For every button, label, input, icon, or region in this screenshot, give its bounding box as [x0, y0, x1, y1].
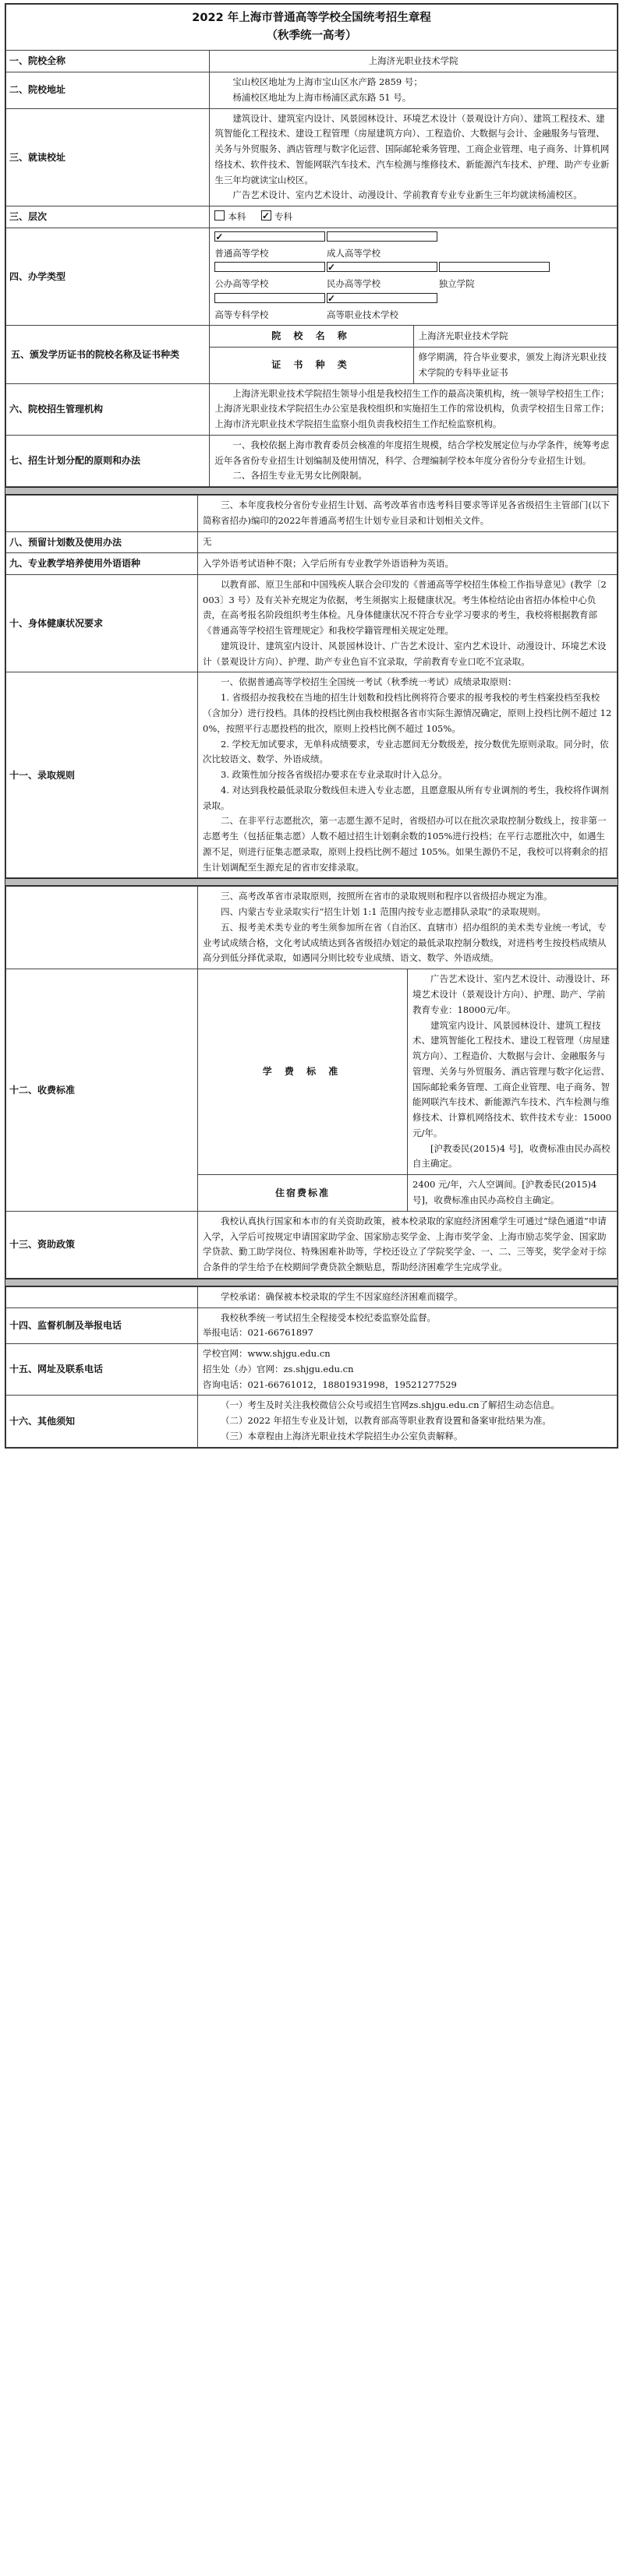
- rules-paragraph-3: 2. 学校无加试要求，无单科成绩要求，专业志愿间无分数级差，按分数优先原则录取。同分时，依次比较语文、数学、外语成绩。: [203, 738, 609, 765]
- tuition-paragraph-1: 广告艺术设计、室内艺术设计、动漫设计、环境艺术设计（景观设计方向）、护理、助产、学前教育专业：18000元/年。: [412, 973, 610, 1015]
- label-school-address: 二、院校地址: [6, 72, 210, 109]
- charter-table-4: [5, 1286, 618, 1448]
- row-financial-aid: [6, 1211, 618, 1278]
- value-plan-allocation: [210, 435, 618, 486]
- label-admission-office: 六、院校招生管理机构: [6, 383, 210, 435]
- charter-block-1: [5, 3, 618, 488]
- page-break-bar: [5, 1279, 618, 1286]
- option-undergraduate: [214, 210, 246, 225]
- option-vocational: [327, 292, 436, 323]
- option-private: [327, 261, 436, 292]
- value-school-name: 上海济光职业技术学院: [210, 51, 618, 72]
- row-school-address: [6, 72, 618, 109]
- option-label: 专科: [274, 210, 292, 222]
- option-junior-college: [261, 210, 292, 225]
- checkbox-icon: [327, 293, 437, 303]
- rules-paragraph-4: 3. 政策性加分按各省级招办要求在专业录取时计入总分。: [221, 769, 448, 781]
- option-independent: [439, 261, 548, 292]
- plan-paragraph-2: 二、各招生专业无男女比例限制。: [232, 470, 367, 482]
- row-plan-allocation: [6, 435, 618, 486]
- label-supervision: 十四、监督机制及举报电话: [6, 1307, 198, 1344]
- admission-website: 招生处（办）官网：zs.shjgu.edu.cn: [203, 1363, 354, 1374]
- label-school-type: 四、办学类型: [6, 228, 210, 326]
- checkbox-icon: [214, 210, 225, 221]
- row-school-name: [6, 51, 618, 72]
- rules-paragraph-9: 五、报考美术类专业的考生须参加所在省（自治区、直辖市）招办组织的美术类专业统一考试，专业考试成绩合格，文化考试成绩达到各省级招办划定的最低录取控制分数线，对进档考生按投档成绩从高分到低分择优录取，如遇同分则比较专业成绩、语文、数学、外语成绩。: [203, 921, 607, 964]
- row-contact: [6, 1344, 618, 1396]
- row-school-type: [6, 228, 618, 326]
- health-paragraph-2: 建筑设计、建筑室内设计、风景园林设计、广告艺术设计、室内艺术设计、动漫设计、环境艺术设计（景观设计方向）、护理、助产专业色盲不宜录取，学前教育专业口吃不宜录取。: [203, 640, 607, 667]
- value-admission-rules-cont: [198, 887, 618, 969]
- value-school-type: [210, 228, 618, 326]
- tuition-paragraph-2: 建筑室内设计、风景园林设计、建筑工程技术、建筑智能化工程技术、建设工程管理（房屋建筑方向）、工程造价、大数据与会计、金融服务与管理、关务与外贸服务、酒店管理与数字化运营、国际邮轮乘务管理、工商企业管理、电子商务、智能网联汽车技术、新能源汽车技术、汽车检测与维修技术、计算机网络技术、软件技术专业：15000元/年。: [412, 1019, 612, 1138]
- label-issuing-school: 院 校 名 称: [210, 326, 413, 348]
- rules-paragraph-6: 二、在非平行志愿批次，第一志愿生源不足时，省级招办可以在批次录取控制分数线上，按非第一志愿考生（包括征集志愿）人数不超过招生计划剩余数的105%进行投档；在平行志愿批次中，如遇生源不足，则进行征集志愿录取，原则上投档比例不超过 105%。如果生源仍不足，我校可以将剩余的招生计划调配至生源充足的省市安排录取。: [203, 815, 608, 873]
- health-paragraph-1: 以教育部、原卫生部和中国残疾人联合会印发的《普通高等学校招生体检工作指导意见》(教学〔2003〕3 号）及有关补充规定为依据，考生须据实上报健康状况。考生体检结论由省招办体检中心负责，在高考报名阶段组织考生体检。凡身体健康状况不符合专业学习要求的考生，我校将根据教育部《普通高等学校招生管理规定》和我校学籍管理相关规定处理。: [203, 578, 607, 637]
- page-break-bar: [5, 488, 618, 494]
- checkbox-icon: [439, 262, 550, 272]
- option-regular-higher: [214, 231, 324, 262]
- tuition-paragraph-3: [沪教委民(2015)4 号]，收费标准由民办高校自主确定。: [412, 1142, 611, 1170]
- charter-block-3: [5, 885, 618, 1279]
- campus-paragraph-1: 建筑设计、建筑室内设计、风景园林设计、环境艺术设计（景观设计方向）、建筑工程技术、建筑智能化工程技术、建设工程管理（房屋建筑方向）、工程造价、大数据与会计、金融服务与管理、关务与外贸服务、酒店管理与数字化运营、国际邮轮乘务管理、工商企业管理、电子商务、计算机网络技术、软件技术、智能网联汽车技术、汽车检测与维修技术、新能源汽车技术、护理、助产专业新生三年均就读宝山校区。: [214, 112, 610, 185]
- row-fees-tuition: [6, 969, 618, 1175]
- admission-office-paragraph: 上海济光职业技术学院招生领导小组是我校招生工作的最高决策机构，统一领导学校招生工作；上海济光职业技术学院招生办公室是我校组织和实施招生工作的常设机构，负责学校招生日常工作；上海市济光职业技术学院招生监察小组负责我校招生工作纪检监察机构。: [214, 387, 610, 430]
- charter-table-2: [5, 495, 618, 878]
- label-tuition: 学 费 标 准: [198, 969, 408, 1175]
- label-certificate: 五、颁发学历证书的院校名称及证书种类: [6, 326, 210, 383]
- value-issuing-school: 上海济光职业技术学院: [413, 326, 617, 348]
- value-financial-aid-cont: [198, 1286, 618, 1307]
- school-website: 学校官网：www.shjgu.edu.cn: [203, 1348, 331, 1360]
- row-admission-rules-cont: [6, 887, 618, 969]
- value-campus: [210, 108, 618, 206]
- label-admission-rules: 十一、录取规则: [6, 672, 198, 878]
- row-campus: [6, 108, 618, 206]
- value-reserved-plan: 无: [198, 531, 618, 553]
- label-financial-aid-cont: [6, 1286, 198, 1307]
- label-level: 三、层次: [6, 206, 210, 228]
- value-health: [198, 574, 618, 672]
- value-certificate-type: 修学期满，符合毕业要求，颁发上海济光职业技术学院的专科毕业证书: [413, 347, 617, 383]
- label-certificate-type: 证 书 种 类: [210, 347, 413, 383]
- label-plan-allocation-cont: [6, 496, 198, 532]
- option-label: 公办高等学校: [214, 278, 269, 290]
- rules-paragraph-2: 1. 省级招办按我校在当地的招生计划数和投档比例将符合要求的报考我校的考生档案投档至我校（含加分）进行投档。具体的投档比例由我校根据各省市实际生源情况确定，原则上投档比例不超过 120%，按照平行志愿投档的批次，原则上投档比例不超过 105%。: [203, 692, 612, 734]
- value-level: [210, 206, 618, 228]
- option-label: 高等职业技术学校: [326, 309, 398, 320]
- charter-block-2: [5, 494, 618, 879]
- checkbox-icon: [214, 231, 325, 242]
- checkbox-icon: [261, 210, 271, 221]
- option-label: 民办高等学校: [326, 278, 381, 290]
- label-campus: 三、就读校址: [6, 108, 210, 206]
- rules-paragraph-7: 三、高考改革省市录取原则，按照所在省市的录取规则和程序以省级招办规定为准。: [221, 891, 553, 902]
- option-label: 成人高等学校: [326, 247, 381, 259]
- label-contact: 十五、网址及联系电话: [6, 1344, 198, 1396]
- charter-block-4: [5, 1286, 618, 1449]
- supervision-text: 我校秋季统一考试招生全程接受本校纪委监察处监督。: [221, 1311, 436, 1323]
- campus-paragraph-2: 广告艺术设计、室内艺术设计、动漫设计、学前教育专业专业新生三年均就读杨浦校区。: [232, 189, 582, 201]
- value-tuition: [408, 969, 618, 1175]
- row-reserved-plan: [6, 531, 618, 553]
- title-line-1: 2022 年上海市普通高等学校全国统考招生章程: [192, 12, 431, 24]
- row-supervision: [6, 1307, 618, 1344]
- checkbox-icon: [214, 262, 325, 272]
- consult-phone: 咨询电话：021-66761012，18801931998，19521277529: [203, 1378, 457, 1390]
- note-3: （三）本章程由上海济光职业技术学院招生办公室负责解释。: [221, 1430, 463, 1442]
- row-certificate-school: [6, 326, 618, 348]
- value-notes: [198, 1396, 618, 1447]
- option-label: 本科: [228, 210, 246, 222]
- option-label: 独立学院: [438, 278, 475, 290]
- row-foreign-language: [6, 553, 618, 575]
- title-line-2: （秋季统一高考）: [266, 30, 357, 43]
- rules-paragraph-1: 一、依据普通高等学校招生全国统一考试（秋季统一考试）成绩录取原则：: [221, 676, 517, 688]
- row-financial-aid-cont: [6, 1286, 618, 1307]
- row-health: [6, 574, 618, 672]
- row-admission-office: [6, 383, 618, 435]
- label-notes: 十六、其他须知: [6, 1396, 198, 1447]
- option-adult-higher: [327, 231, 436, 262]
- rules-paragraph-8: 四、内蒙古专业录取实行“招生计划 1:1 范围内按专业志愿排队录取”的录取规则。: [221, 906, 547, 918]
- label-plan-allocation: 七、招生计划分配的原则和办法: [6, 435, 210, 486]
- label-health: 十、身体健康状况要求: [6, 574, 198, 672]
- checkbox-icon: [327, 231, 437, 242]
- document-title: [6, 5, 618, 51]
- plan-paragraph-1: 一、我校依据上海市教育委员会核准的年度招生规模，结合学校发展定位与办学条件，统筹考虑近年各省份专业招生计划编制及使用情况，科学、合理编制学校本年度分省份分专业招生计划。: [214, 439, 610, 466]
- option-public: [214, 261, 324, 292]
- row-plan-allocation-cont: [6, 496, 618, 532]
- school-type-row-1: [214, 231, 612, 262]
- charter-table-1: [5, 4, 618, 487]
- value-supervision: [198, 1307, 618, 1344]
- value-admission-office: [210, 383, 618, 435]
- option-junior-college-school: [214, 292, 324, 323]
- report-phone: 举报电话：021-66761897: [203, 1327, 313, 1339]
- label-fees: 十二、收费标准: [6, 969, 198, 1211]
- address-line-2: 杨浦校区地址为上海市杨浦区武东路 51 号。: [232, 91, 412, 103]
- option-label: 高等专科学校: [214, 309, 269, 320]
- note-1: （一）考生及时关注我校微信公众号或招生官网zs.shjgu.edu.cn了解招生动态信息。: [221, 1399, 560, 1411]
- plan-paragraph-3: 三、本年度我校分省份专业招生计划、高考改革省市选考科目要求等详见各省级招生主管部门(以下简称省招办)编印的2022年普通高考招生计划专业目录和计划相关文件。: [203, 499, 610, 526]
- note-2: （二）2022 年招生专业及计划，以教育部高等职业教育设置和备案审批结果为准。: [221, 1415, 551, 1427]
- checkbox-icon: [214, 293, 325, 303]
- value-plan-allocation-cont: [198, 496, 618, 532]
- row-notes: [6, 1396, 618, 1447]
- label-foreign-language: 九、专业教学培养使用外语语种: [6, 553, 198, 575]
- label-reserved-plan: 八、预留计划数及使用办法: [6, 531, 198, 553]
- label-admission-rules-cont: [6, 887, 198, 969]
- option-label: 普通高等学校: [214, 247, 269, 259]
- checkbox-icon: [327, 262, 437, 272]
- address-line-1: 宝山校区地址为上海市宝山区水产路 2859 号；: [232, 76, 423, 87]
- charter-table-3: [5, 886, 618, 1278]
- label-school-name: 一、院校全称: [6, 51, 210, 72]
- rules-paragraph-5: 4. 对达到我校最低录取分数线但未进入专业志愿，且愿意服从所有专业调剂的考生，我校将作调剂录取。: [203, 784, 609, 811]
- value-dorm: 2400 元/年，六人空调间。[沪教委民(2015)4 号]，收费标准由民办高校自主确定。: [408, 1175, 618, 1212]
- value-school-address: [210, 72, 618, 109]
- school-type-row-2: [214, 261, 612, 292]
- aid-paragraph-1: 我校认真执行国家和本市的有关资助政策，被本校录取的家庭经济困难学生可通过“绿色通道”申请入学，入学后可按规定申请国家助学金、国家励志奖学金、上海市奖学金、上海市励志奖学金、国家助学贷款、勤工助学岗位、特殊困难补助等，学校还设立了学院奖学金、一、二、三等奖，奖学金对于综合条件的学生给予在校期间学费贷款全额贴息，帮助经济困难学生完成学业。: [203, 1215, 607, 1273]
- value-admission-rules: [198, 672, 618, 878]
- school-type-row-3: [214, 292, 612, 323]
- value-financial-aid: [198, 1211, 618, 1278]
- row-admission-rules: [6, 672, 618, 878]
- aid-paragraph-2: 学校承诺：确保被本校录取的学生不因家庭经济困难而辍学。: [221, 1290, 463, 1302]
- value-foreign-language: 入学外语考试语种不限；入学后所有专业教学外语语种为英语。: [198, 553, 618, 575]
- page-break-bar: [5, 879, 618, 885]
- row-level: [6, 206, 618, 228]
- value-contact: [198, 1344, 618, 1396]
- label-dorm: 住宿费标准: [198, 1175, 408, 1212]
- label-financial-aid: 十三、资助政策: [6, 1211, 198, 1278]
